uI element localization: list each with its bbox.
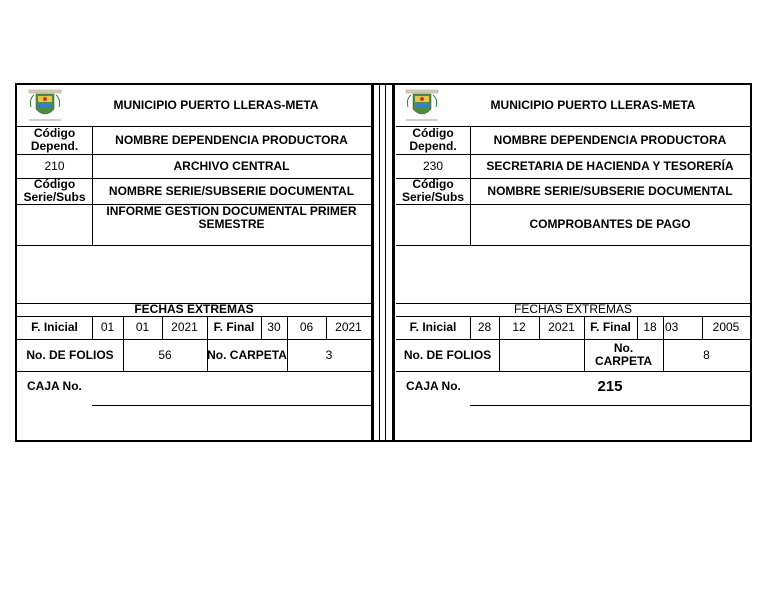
f-inicial-year: 2021 [548,320,575,334]
dependencia-value: SECRETARIA DE HACIENDA Y TESORERÍA [486,158,734,173]
carpeta-value: 3 [325,347,333,362]
f-final-day: 18 [643,320,657,334]
codigo-serie-label: Código Serie/Subs [23,177,86,204]
serie-value: INFORME GESTION DOCUMENTAL PRIMER SEMESTRE [106,203,357,231]
fechas-extremas-label: FECHAS EXTREMAS [134,302,254,316]
caja-label: CAJA No. [406,378,461,393]
caja-value [92,371,371,401]
folios-value: 56 [158,347,172,362]
serie-value: COMPROBANTES DE PAGO [529,217,691,231]
f-final-label: F. Final [213,320,255,334]
codigo-serie-value [17,204,92,245]
f-inicial-month: 01 [135,320,150,334]
codigo-serie-label: Código Serie/Subs [401,177,465,204]
municipal-coat-of-arms-icon [27,89,63,123]
carpeta-label: No. CARPETA [207,347,287,362]
separator-line [392,85,395,440]
codigo-depend-label: Código Depend. [30,126,79,153]
box-label-card-2 [396,85,750,440]
municipal-coat-of-arms-icon [404,89,440,123]
municipio-title: MUNICIPIO PUERTO LLERAS-META [113,98,319,112]
carpeta-label: No. CARPETA [594,341,653,368]
separator-line [371,85,374,440]
caja-label: CAJA No. [27,378,82,393]
folios-label: No. DE FOLIOS [403,347,492,362]
f-final-month: 06 [299,320,314,334]
separator-line [385,85,386,440]
f-final-day: 30 [267,320,281,334]
label-sheet [15,83,752,442]
carpeta-value: 8 [703,347,710,362]
nombre-dependencia-label: NOMBRE DEPENDENCIA PRODUCTORA [493,132,727,147]
caja-value: 215 [597,377,623,395]
box-label-card-1 [17,85,371,440]
separator-line [379,85,380,440]
folios-value [499,339,584,371]
municipio-title: MUNICIPIO PUERTO LLERAS-META [490,98,696,112]
codigo-depend-value: 210 [44,158,65,173]
f-final-year: 2021 [335,320,362,334]
folios-label: No. DE FOLIOS [26,347,114,362]
f-inicial-year: 2021 [171,320,198,334]
f-inicial-label: F. Inicial [31,320,78,334]
dependencia-value: ARCHIVO CENTRAL [173,158,290,173]
nombre-dependencia-label: NOMBRE DEPENDENCIA PRODUCTORA [115,132,348,147]
nombre-serie-label: NOMBRE SERIE/SUBSERIE DOCUMENTAL [108,183,355,198]
codigo-serie-value [396,204,470,245]
f-final-year: 2005 [712,320,740,334]
f-inicial-label: F. Inicial [409,320,457,334]
f-inicial-month: 12 [512,320,526,334]
f-inicial-day: 28 [477,320,492,334]
codigo-depend-label: Código Depend. [409,126,457,153]
f-inicial-day: 01 [100,320,115,334]
fechas-extremas-label: FECHAS EXTREMAS [513,302,633,316]
f-final-label: F. Final [590,320,631,334]
nombre-serie-label: NOMBRE SERIE/SUBSERIE DOCUMENTAL [487,183,733,198]
codigo-depend-value: 230 [422,158,444,173]
f-final-month: 03 [665,320,679,334]
